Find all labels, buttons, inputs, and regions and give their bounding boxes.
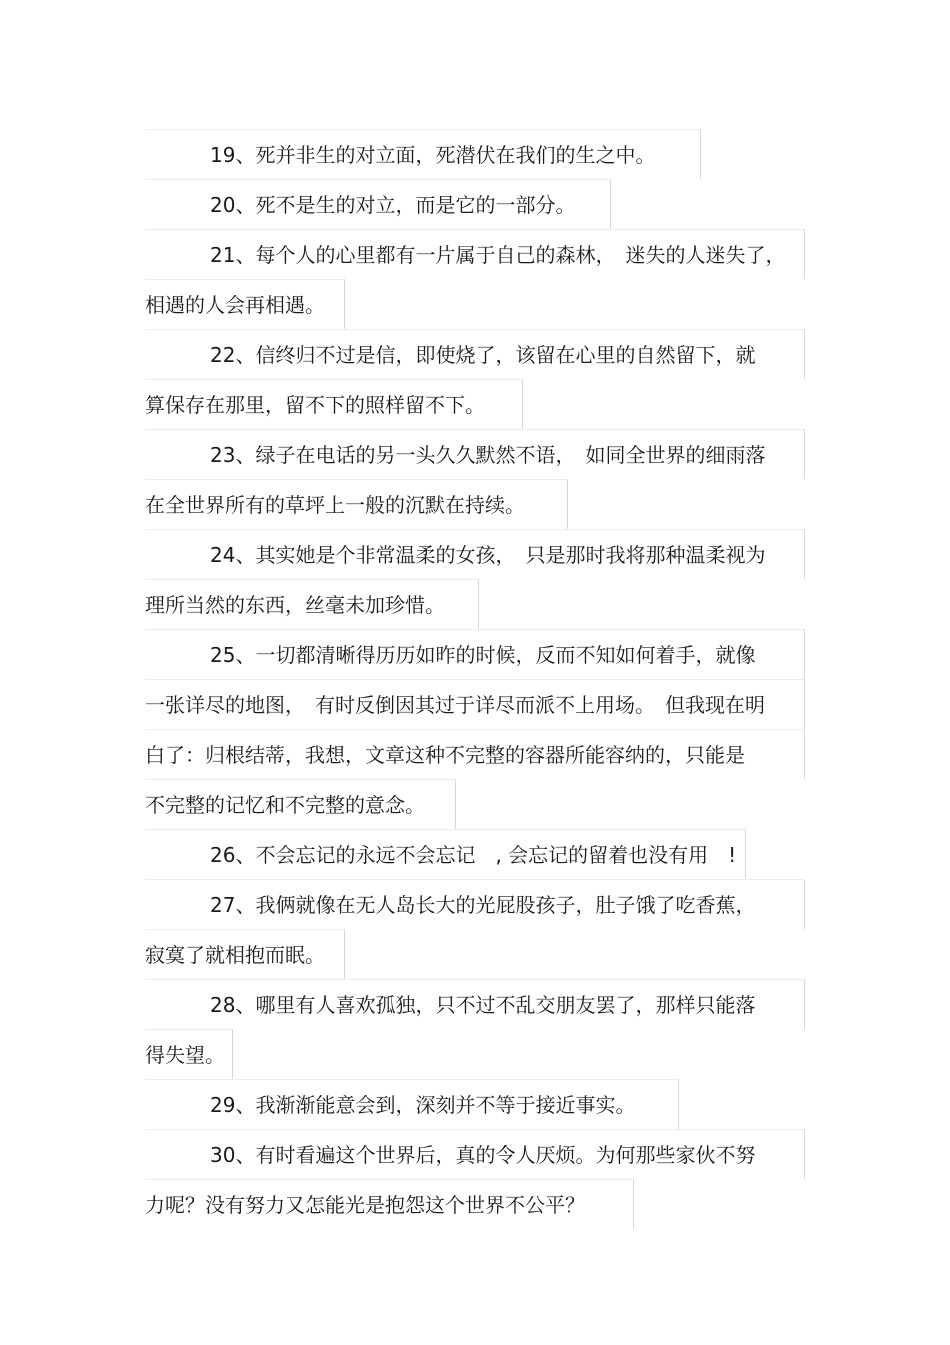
text-line <box>145 1179 634 1229</box>
text-line <box>145 1129 805 1179</box>
line-text: 力呢？没有努力又怎能光是抱怨这个世界不公平？ <box>145 1193 585 1217</box>
line-text: 寂寞了就相抱而眠。 <box>145 943 325 967</box>
text-line <box>145 929 345 979</box>
line-text: 19、死并非生的对立面，死潜伏在我们的生之中。 <box>210 143 656 167</box>
line-text: 26、不会忘记的永远不会忘记 , 会忘记的留着也没有用 ! <box>210 843 737 867</box>
line-text: 29、我渐渐能意会到，深刻并不等于接近事实。 <box>210 1093 636 1117</box>
line-text: 得失望。 <box>145 1043 225 1067</box>
text-line <box>145 679 805 729</box>
text-line <box>145 179 611 229</box>
text-line <box>145 629 805 679</box>
text-line <box>145 579 479 629</box>
line-text: 算保存在那里，留不下的照样留不下。 <box>145 393 485 417</box>
line-text: 一张详尽的地图， 有时反倒因其过于详尽而派不上用场。 但我现在明 <box>145 693 765 717</box>
line-text: 23、绿子在电话的另一头久久默然不语， 如同全世界的细雨落 <box>210 443 766 467</box>
line-text: 27、我俩就像在无人岛长大的光屁股孩子，肚子饿了吃香蕉， <box>210 893 756 917</box>
text-line <box>145 429 805 479</box>
line-text: 相遇的人会再相遇。 <box>145 293 325 317</box>
line-text: 30、有时看遍这个世界后，真的令人厌烦。为何那些家伙不努 <box>210 1143 756 1167</box>
line-text: 白了：归根结蒂，我想，文章这种不完整的容器所能容纳的，只能是 <box>145 743 745 767</box>
line-text: 21、每个人的心里都有一片属于自己的森林， 迷失的人迷失了， <box>210 243 786 267</box>
line-text: 25、一切都清晰得历历如昨的时候，反而不知如何着手，就像 <box>210 643 756 667</box>
line-text: 在全世界所有的草坪上一般的沉默在持续。 <box>145 493 525 517</box>
text-line <box>145 129 701 179</box>
text-line <box>145 529 805 579</box>
text-line <box>145 379 523 429</box>
line-text: 24、其实她是个非常温柔的女孩， 只是那时我将那种温柔视为 <box>210 543 766 567</box>
line-text: 理所当然的东西，丝毫未加珍惜。 <box>145 593 445 617</box>
text-line <box>145 1079 679 1129</box>
text-line <box>145 279 345 329</box>
line-text: 22、信终归不过是信，即使烧了，该留在心里的自然留下，就 <box>210 343 756 367</box>
text-line <box>145 1029 233 1079</box>
text-line <box>145 479 568 529</box>
text-line <box>145 729 805 779</box>
text-line <box>145 329 805 379</box>
line-text: 20、死不是生的对立，而是它的一部分。 <box>210 193 576 217</box>
line-text: 不完整的记忆和不完整的意念。 <box>145 793 425 817</box>
text-line <box>145 879 805 929</box>
text-line <box>145 979 805 1029</box>
line-text: 28、哪里有人喜欢孤独，只不过不乱交朋友罢了，那样只能落 <box>210 993 756 1017</box>
text-line <box>145 229 805 279</box>
text-line <box>145 829 746 879</box>
text-line <box>145 779 456 829</box>
